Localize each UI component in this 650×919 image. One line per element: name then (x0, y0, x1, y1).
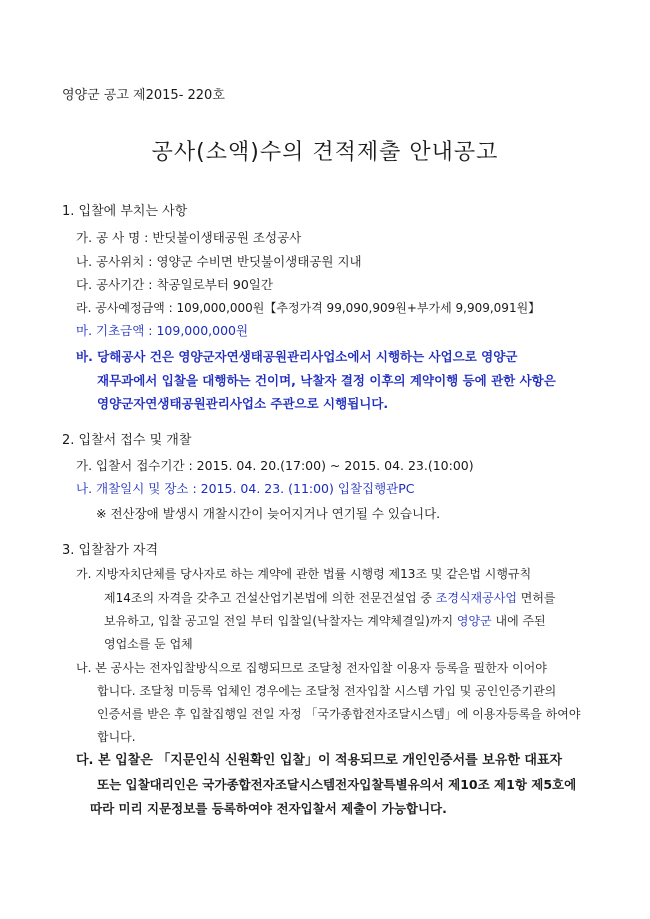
section2-heading: 2. 입찰서 접수 및 개찰 (62, 433, 192, 448)
section1-heading: 1. 입찰에 부치는 사항 (62, 204, 188, 219)
section1-item-ba-line3: 영양군자연생태공원관리사업소 주관으로 시행됩니다. (97, 396, 389, 411)
section2-item-na: 나. 개찰일시 및 장소 : 2015. 04. 23. (11:00) 입찰집행관PC (76, 481, 415, 496)
section3-item-da-line3: 따라 미리 지문정보를 등록하여야 전자입찰서 제출이 가능합니다. (90, 801, 447, 816)
section3-item-na-line3: 인증서를 받은 후 입찰집행일 전일 자정 「국가종합전자조달시스템」에 이용자등록을 하여야 (97, 707, 581, 721)
section3-item-na-line1: 나. 본 공사는 전자입찰방식으로 집행되므로 조달청 전자입찰 이용자 등록을 필한자 이어야 (76, 661, 547, 675)
highlight-region: 영양군 (456, 614, 492, 628)
section3-item-ga-line3 (104, 613, 546, 629)
text-part: 내에 주된 (491, 614, 546, 628)
section3-item-da-line1: 다. 본 입찰은 「지문인식 신원확인 입찰」이 적용되므로 개인인증서를 보유한 대표자 (76, 753, 563, 768)
section1-item-ga: 가. 공 사 명 : 반딧불이생태공원 조성공사 (76, 230, 302, 245)
text-part: 제14조의 자격을 갖추고 건설산업기본법에 의한 전문건설업 중 (104, 591, 436, 605)
highlight-license: 조경식재공사업 (435, 591, 517, 605)
section1-item-ba-line2: 재무과에서 입찰을 대행하는 건이며, 낙찰자 결정 이후의 계약이행 등에 관한 사항은 (97, 373, 556, 388)
section1-item-ma: 마. 기초금액 : 109,000,000원 (76, 323, 249, 338)
section2-note: ※ 전산장애 발생시 개찰시간이 늦어지거나 연기될 수 있습니다. (96, 506, 441, 521)
section1-item-ra: 라. 공사예정금액 : 109,000,000원【추정가격 99,090,909원+부가세 9,909,091원】 (76, 301, 541, 315)
section2-item-ga: 가. 입찰서 접수기간 : 2015. 04. 20.(17:00) ~ 2015. 04. 23.(10:00) (76, 458, 474, 473)
section3-heading: 3. 입찰참가 자격 (62, 543, 159, 558)
page-title: 공사(소액)수의 견적제출 안내공고 (151, 140, 499, 165)
notice-number: 영양군 공고 제2015- 220호 (62, 88, 225, 103)
section3-item-na-line2: 합니다. 조달청 미등록 업체인 경우에는 조달청 전자입찰 시스템 가입 및 공인인증기관의 (97, 684, 557, 698)
section1-item-na: 나. 공사위치 : 영양군 수비면 반딧불이생태공원 지내 (76, 254, 362, 269)
section3-item-ga-line4: 영업소를 둔 업체 (104, 637, 193, 651)
section3-item-na-line4: 합니다. (97, 730, 136, 744)
section1-item-ba-line1: 바. 당해공사 건은 영양군자연생태공원관리사업소에서 시행하는 사업으로 영양군 (76, 349, 518, 364)
section3-item-ga-line2 (104, 590, 556, 606)
text-part: 면허를 (516, 591, 556, 605)
text-part: 보유하고, 입찰 공고일 전일 부터 입찰일(낙찰자는 계약체결일)까지 (104, 614, 457, 628)
section3-item-da-line2: 또는 입찰대리인은 국가종합전자조달시스템전자입찰특별유의서 제10조 제1항 제5호에 (97, 777, 577, 792)
section3-item-ga-line1: 가. 지방자치단체를 당사자로 하는 계약에 관한 법률 시행령 제13조 및 같은법 시행규칙 (76, 567, 532, 581)
section1-item-da: 다. 공사기간 : 착공일로부터 90일간 (76, 277, 273, 292)
